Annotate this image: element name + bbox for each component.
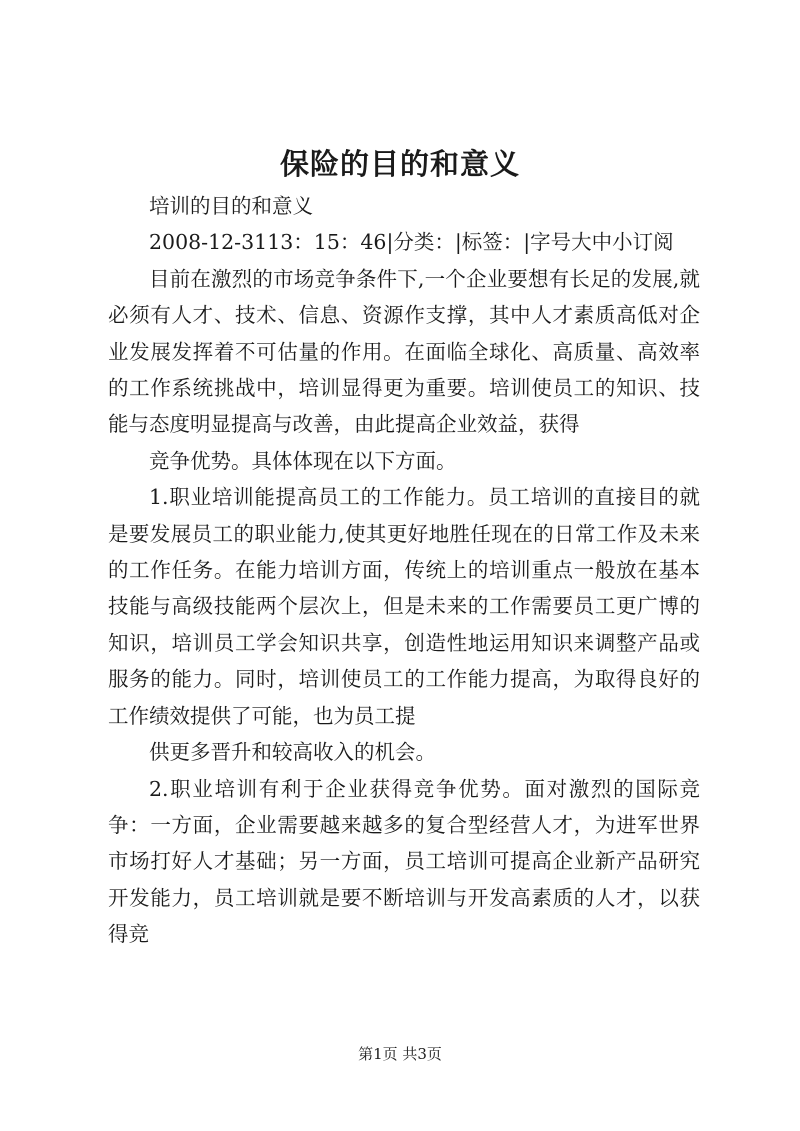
body-paragraph: 2.职业培训有利于企业获得竞争优势。面对激烈的国际竞争：一方面，企业需要越来越多的复合型经营人才，为进军世界市场打好人才基础；另一方面，员工培训可提高企业新产品研究开发能力，员工培训就是要不断培训与开发高素质的人才，以获得竞 — [108, 776, 700, 947]
document-body — [108, 188, 700, 953]
meta-line: 2008-12-3113：15：46|分类：|标签：|字号大中小订阅 — [149, 230, 674, 255]
body-paragraph: 供更多晋升和较高收入的机会。 — [149, 740, 436, 765]
page-number-footer: 第1页 共3页 — [358, 1045, 442, 1063]
body-paragraph: 竞争优势。具体体现在以下方面。 — [149, 448, 457, 473]
document-title: 保险的目的和意义 — [279, 147, 520, 181]
body-paragraph: 目前在激烈的市场竞争条件下,一个企业要想有长足的发展,就必须有人才、技术、信息、资源作支撑，其中人才素质高低对企业发展发挥着不可估量的作用。在面临全球化、高质量、高效率的工作系统挑战中，培训显得更为重要。培训使员工的知识、技能与态度明显提高与改善，由此提高企业效益，获得 — [108, 266, 700, 437]
body-paragraph: 1.职业培训能提高员工的工作能力。员工培训的直接目的就是要发展员工的职业能力,使其更好地胜任现在的日常工作及未来的工作任务。在能力培训方面，传统上的培训重点一般放在基本技能与高级技能两个层次上，但是未来的工作需要员工更广博的知识，培训员工学会知识共享，创造性地运用知识来调整产品或服务的能力。同时，培训使员工的工作能力提高，为取得良好的工作绩效提供了可能，也为员工提 — [108, 485, 700, 728]
subtitle-paragraph: 培训的目的和意义 — [149, 194, 313, 218]
